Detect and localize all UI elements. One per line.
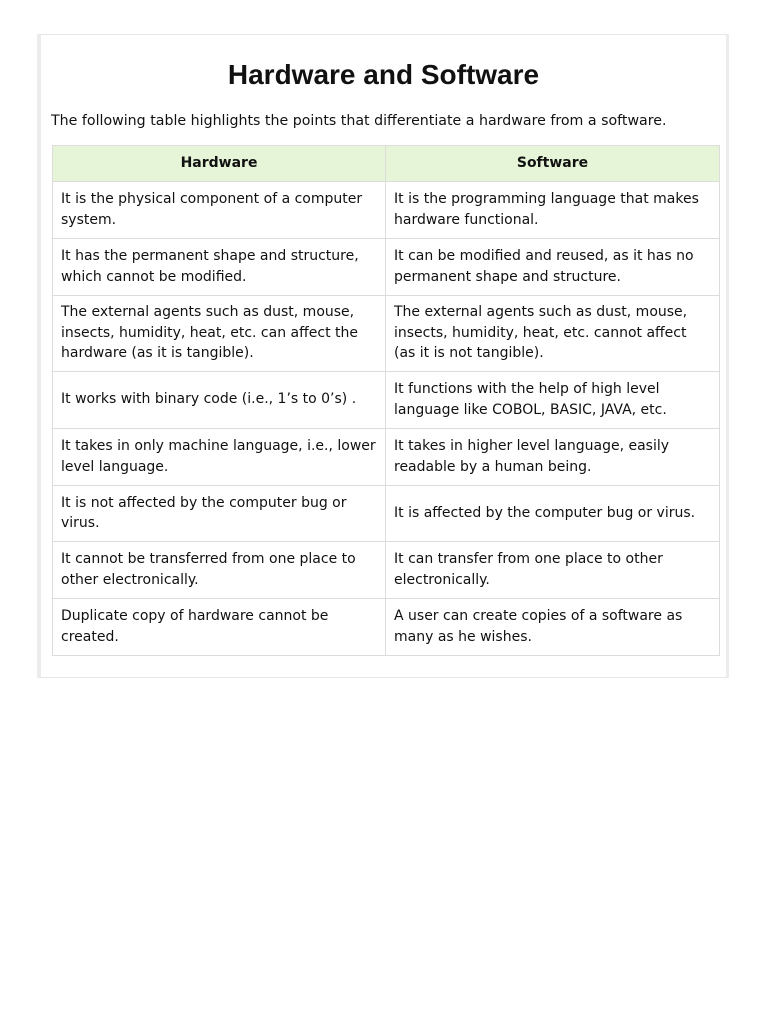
comparison-table bbox=[52, 145, 720, 656]
table-row bbox=[53, 182, 720, 239]
software-cell: It is the programming language that makes hardware functional. bbox=[386, 182, 720, 239]
software-cell: It takes in higher level language, easily readable by a human being. bbox=[386, 429, 720, 486]
hardware-cell: Duplicate copy of hardware cannot be created. bbox=[53, 599, 386, 656]
hardware-cell: It is the physical component of a computer system. bbox=[53, 182, 386, 239]
page-title: Hardware and Software bbox=[227, 59, 540, 90]
header-software: Software bbox=[386, 146, 720, 182]
table-row bbox=[53, 239, 720, 296]
hardware-cell: The external agents such as dust, mouse, insects, humidity, heat, etc. can affect the hardware (as it is tangible). bbox=[53, 296, 386, 372]
software-cell: It can be modified and reused, as it has no permanent shape and structure. bbox=[386, 239, 720, 296]
software-cell: It functions with the help of high level language like COBOL, BASIC, JAVA, etc. bbox=[386, 372, 720, 429]
table-header-row bbox=[53, 146, 720, 182]
software-cell: It can transfer from one place to other electronically. bbox=[386, 542, 720, 599]
hardware-cell: It takes in only machine language, i.e., lower level language. bbox=[53, 429, 386, 486]
hardware-cell: It is not affected by the computer bug or virus. bbox=[53, 486, 386, 542]
table-row bbox=[53, 599, 720, 656]
software-cell: A user can create copies of a software as many as he wishes. bbox=[386, 599, 720, 656]
hardware-cell: It cannot be transferred from one place to other electronically. bbox=[53, 542, 386, 599]
content-card bbox=[37, 34, 729, 678]
software-cell: The external agents such as dust, mouse, insects, humidity, heat, etc. cannot affect (as it is not tangible). bbox=[386, 296, 720, 372]
table-row bbox=[53, 542, 720, 599]
table-row bbox=[53, 296, 720, 372]
hardware-cell: It works with binary code (i.e., 1’s to 0’s) . bbox=[53, 372, 386, 429]
software-cell: It is affected by the computer bug or virus. bbox=[386, 486, 720, 542]
table-row bbox=[53, 486, 720, 542]
intro-paragraph: The following table highlights the points that differentiate a hardware from a software. bbox=[51, 113, 667, 129]
table-row bbox=[53, 372, 720, 429]
table-row bbox=[53, 429, 720, 486]
hardware-cell: It has the permanent shape and structure, which cannot be modified. bbox=[53, 239, 386, 296]
header-hardware: Hardware bbox=[53, 146, 386, 182]
